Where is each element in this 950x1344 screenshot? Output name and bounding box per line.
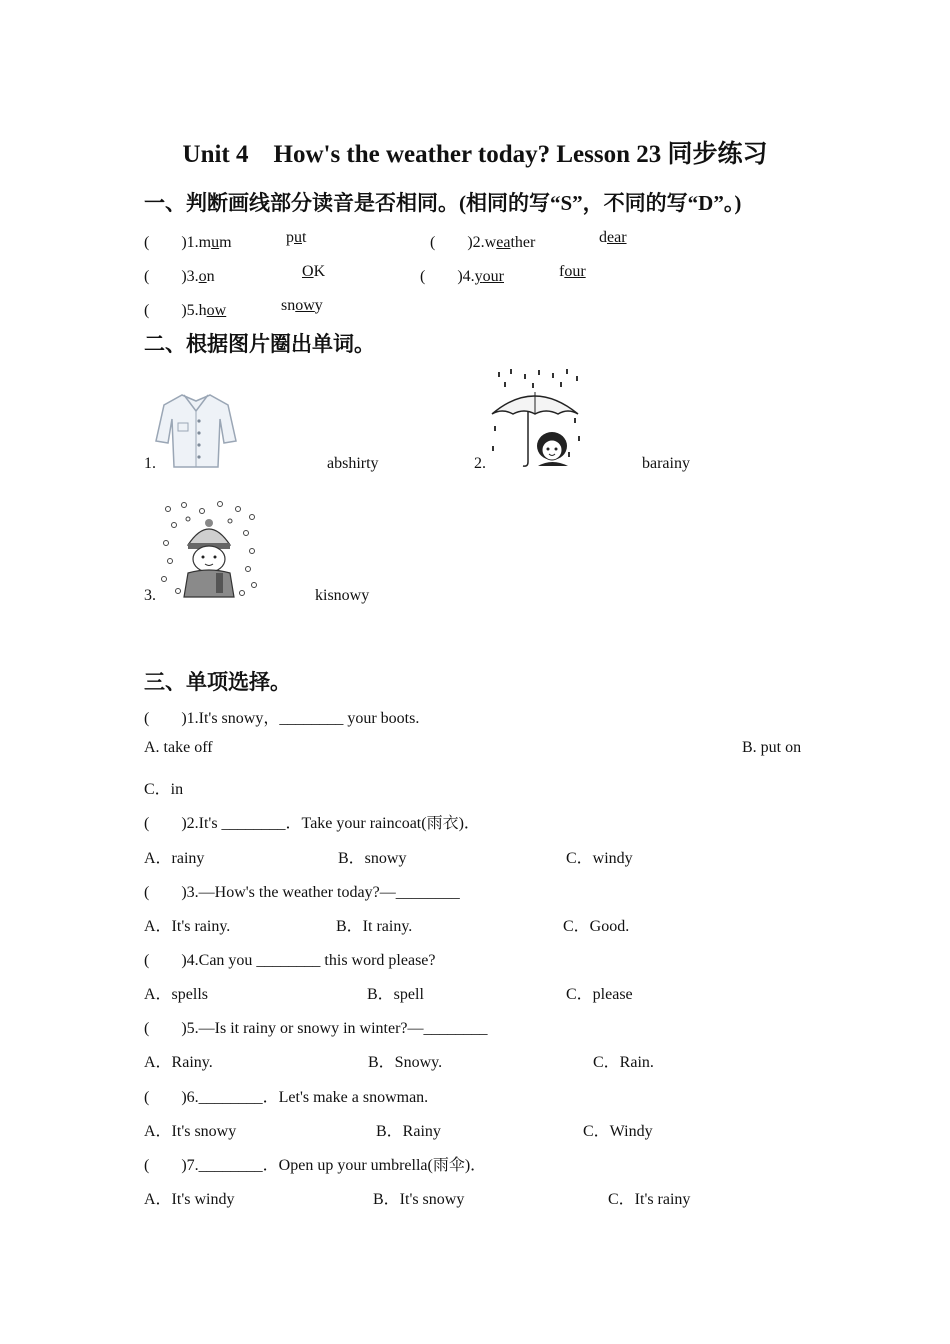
option-a[interactable]: A．It's rainy.	[144, 918, 231, 935]
section3-heading: 三、单项选择。	[144, 670, 291, 694]
question-stem: ( )5.—Is it rainy or snowy in winter?—________	[144, 1020, 488, 1037]
s2-letters-3[interactable]: kisnowy	[315, 587, 370, 604]
option-b[interactable]: B．Rainy	[376, 1123, 441, 1140]
s2-item-1-num: 1.	[144, 455, 156, 472]
s2-item-3-num: 3.	[144, 587, 156, 604]
question-stem: ( )3.—How's the weather today?—________	[144, 884, 460, 901]
s1-item-2-word2: dear	[599, 229, 627, 246]
s1-item-2: ( )2.weather	[430, 234, 536, 251]
option-c[interactable]: C．in	[144, 781, 184, 798]
answer-blank[interactable]: ( )	[420, 268, 463, 285]
option-b[interactable]: B．snowy	[338, 850, 407, 867]
section2-heading: 二、根据图片圈出单词。	[144, 332, 375, 356]
option-b[interactable]: B．It rainy.	[336, 918, 413, 935]
question-stem: ( )6.________．Let's make a snowman.	[144, 1089, 429, 1106]
option-c[interactable]: C．please	[566, 986, 633, 1003]
s1-item-4: ( )4.your	[420, 268, 504, 285]
page-title: Unit 4 How's the weather today? Lesson 23 同步练习	[182, 141, 768, 168]
s1-item-1-word2: put	[286, 229, 307, 246]
s1-item-4-word2: four	[559, 263, 586, 280]
question-stem: ( )4.Can you ________ this word please?	[144, 952, 436, 969]
answer-blank[interactable]: ( )	[144, 302, 187, 319]
section1-heading: 一、判断画线部分读音是否相同。(相同的写“S”，不同的写“D”。)	[144, 191, 742, 215]
option-b[interactable]: B．It's snowy	[373, 1191, 465, 1208]
answer-blank[interactable]: ( )	[144, 234, 187, 251]
snowy-child-icon	[158, 499, 260, 599]
option-a[interactable]: A．rainy	[144, 850, 205, 867]
question-stem: ( )1.It's snowy，________ your boots.	[144, 710, 420, 727]
shirt-icon	[154, 389, 238, 471]
answer-blank[interactable]: ( )	[430, 234, 473, 251]
rainy-umbrella-icon	[488, 366, 586, 468]
answer-blank[interactable]: ( )	[144, 268, 187, 285]
s1-item-1: ( )1.mum	[144, 234, 232, 251]
option-a[interactable]: A．It's windy	[144, 1191, 235, 1208]
question-stem: ( )7.________．Open up your umbrella(雨伞)．	[144, 1157, 487, 1174]
option-a[interactable]: A．It's snowy	[144, 1123, 237, 1140]
option-c[interactable]: C．Windy	[583, 1123, 653, 1140]
option-b[interactable]: B．spell	[367, 986, 424, 1003]
s1-item-5-word2: snowy	[281, 297, 323, 314]
s1-item-5: ( )5.how	[144, 302, 227, 319]
option-c[interactable]: C．Good.	[563, 918, 630, 935]
option-a[interactable]: A．Rainy.	[144, 1054, 213, 1071]
option-b[interactable]: B．Snowy.	[368, 1054, 443, 1071]
s2-letters-1[interactable]: abshirty	[327, 455, 379, 472]
s2-item-2-num: 2.	[474, 455, 486, 472]
s1-item-3-word2: OK	[302, 263, 326, 280]
option-a[interactable]: A．spells	[144, 986, 209, 1003]
option-b[interactable]: B. put on	[742, 739, 802, 756]
s1-item-3: ( )3.on	[144, 268, 215, 285]
option-a[interactable]: A. take off	[144, 739, 213, 756]
question-stem: ( )2.It's ________．Take your raincoat(雨衣)．	[144, 815, 480, 832]
option-c[interactable]: C．windy	[566, 850, 633, 867]
s2-letters-2[interactable]: barainy	[642, 455, 690, 472]
option-c[interactable]: C．Rain.	[593, 1054, 654, 1071]
option-c[interactable]: C．It's rainy	[608, 1191, 691, 1208]
